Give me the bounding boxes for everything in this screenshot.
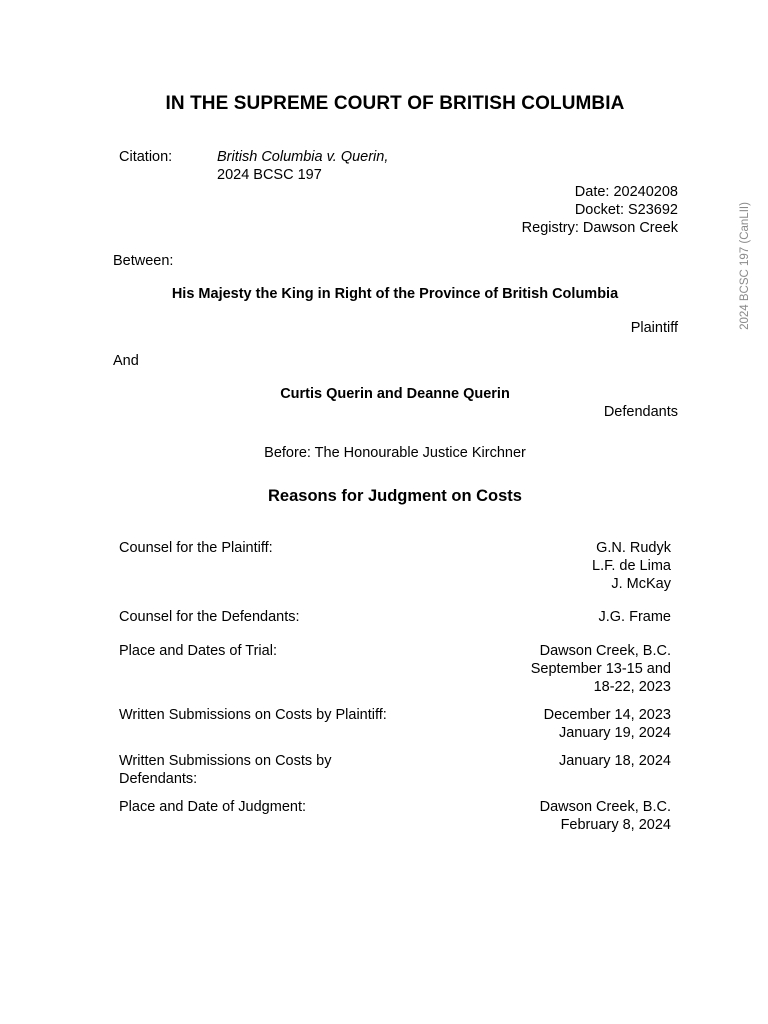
defendant-role: Defendants <box>603 404 678 420</box>
canlii-side-stamp: 2024 BCSC 197 (CanLII) <box>739 202 751 330</box>
judgment-date: Date: 20240208 <box>574 184 678 200</box>
judge-line: Before: The Honourable Justice Kirchner <box>264 445 526 461</box>
info-row-value: J.G. Frame <box>598 609 671 625</box>
plaintiff-role: Plaintiff <box>630 320 678 336</box>
info-row-label: Written Submissions on Costs by Defendants: <box>119 753 332 787</box>
info-row-value: December 14, 2023 January 19, 2024 <box>543 707 671 741</box>
info-row <box>119 752 671 788</box>
info-row <box>119 706 671 742</box>
info-row-value: January 18, 2024 <box>558 753 671 769</box>
docket-number: Docket: S23692 <box>574 202 678 218</box>
case-meta-block <box>522 183 678 237</box>
counsel-info-table <box>119 539 671 834</box>
info-row-label: Place and Dates of Trial: <box>119 643 277 659</box>
registry: Registry: Dawson Creek <box>521 220 678 236</box>
info-row <box>119 642 671 696</box>
info-row-label: Place and Date of Judgment: <box>119 799 307 815</box>
info-row <box>119 539 671 593</box>
info-row-value: G.N. Rudyk L.F. de Lima J. McKay <box>592 540 671 592</box>
info-row-value: Dawson Creek, B.C. February 8, 2024 <box>539 799 671 833</box>
info-row-label: Written Submissions on Costs by Plaintiff: <box>119 707 387 723</box>
and-label: And <box>113 353 139 369</box>
info-row-label: Counsel for the Plaintiff: <box>119 540 273 556</box>
info-row <box>119 798 671 834</box>
plaintiff-name: His Majesty the King in Right of the Province of British Columbia <box>171 286 619 302</box>
info-row <box>119 608 671 626</box>
between-label: Between: <box>113 253 174 269</box>
info-row-value: Dawson Creek, B.C. September 13-15 and 18-22, 2023 <box>530 643 671 695</box>
court-title: IN THE SUPREME COURT OF BRITISH COLUMBIA <box>165 93 625 114</box>
defendant-name: Curtis Querin and Deanne Querin <box>280 386 510 402</box>
neutral-citation: 2024 BCSC 197 <box>217 167 322 183</box>
reasons-title: Reasons for Judgment on Costs <box>268 487 522 505</box>
info-row-label: Counsel for the Defendants: <box>119 609 300 625</box>
citation-label: Citation: <box>119 149 173 165</box>
case-name: British Columbia v. Querin, <box>217 149 389 165</box>
